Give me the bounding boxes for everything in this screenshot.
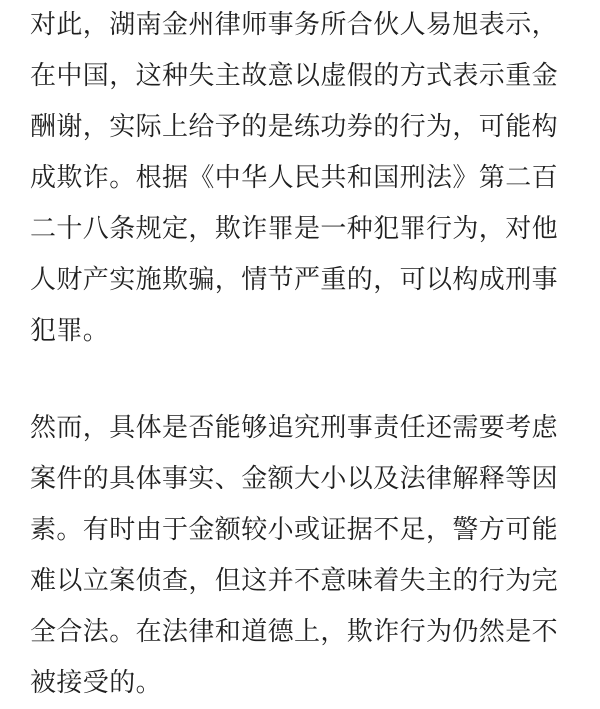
text-line: 酬谢，实际上给予的是练功券的行为，可能构 (30, 112, 559, 142)
text-line: 难以立案侦查，但这并不意味着失主的行为完 (30, 566, 559, 596)
text-line: 全合法。在法律和道德上，欺诈行为仍然是不 (30, 617, 559, 647)
paragraph-2 (30, 403, 558, 709)
text-line: 素。有时由于金额较小或证据不足，警方可能 (30, 515, 559, 545)
text-line: 在中国，这种失主故意以虚假的方式表示重金 (30, 61, 559, 91)
text-line: 然而，具体是否能够追究刑事责任还需要考虑 (30, 413, 559, 443)
text-line: 被接受的。 (30, 668, 163, 698)
text-line: 对此，湖南金州律师事务所合伙人易旭表示， (30, 10, 559, 40)
text-line: 二十八条规定，欺诈罪是一种犯罪行为，对他 (30, 214, 559, 244)
text-line: 犯罪。 (30, 316, 110, 346)
text-line: 成欺诈。根据《中华人民共和国刑法》第二百 (30, 163, 559, 193)
text-line: 人财产实施欺骗，情节严重的，可以构成刑事 (30, 265, 559, 295)
paragraph-1 (30, 0, 558, 357)
text-line: 案件的具体事实、金额大小以及法律解释等因 (30, 464, 559, 494)
